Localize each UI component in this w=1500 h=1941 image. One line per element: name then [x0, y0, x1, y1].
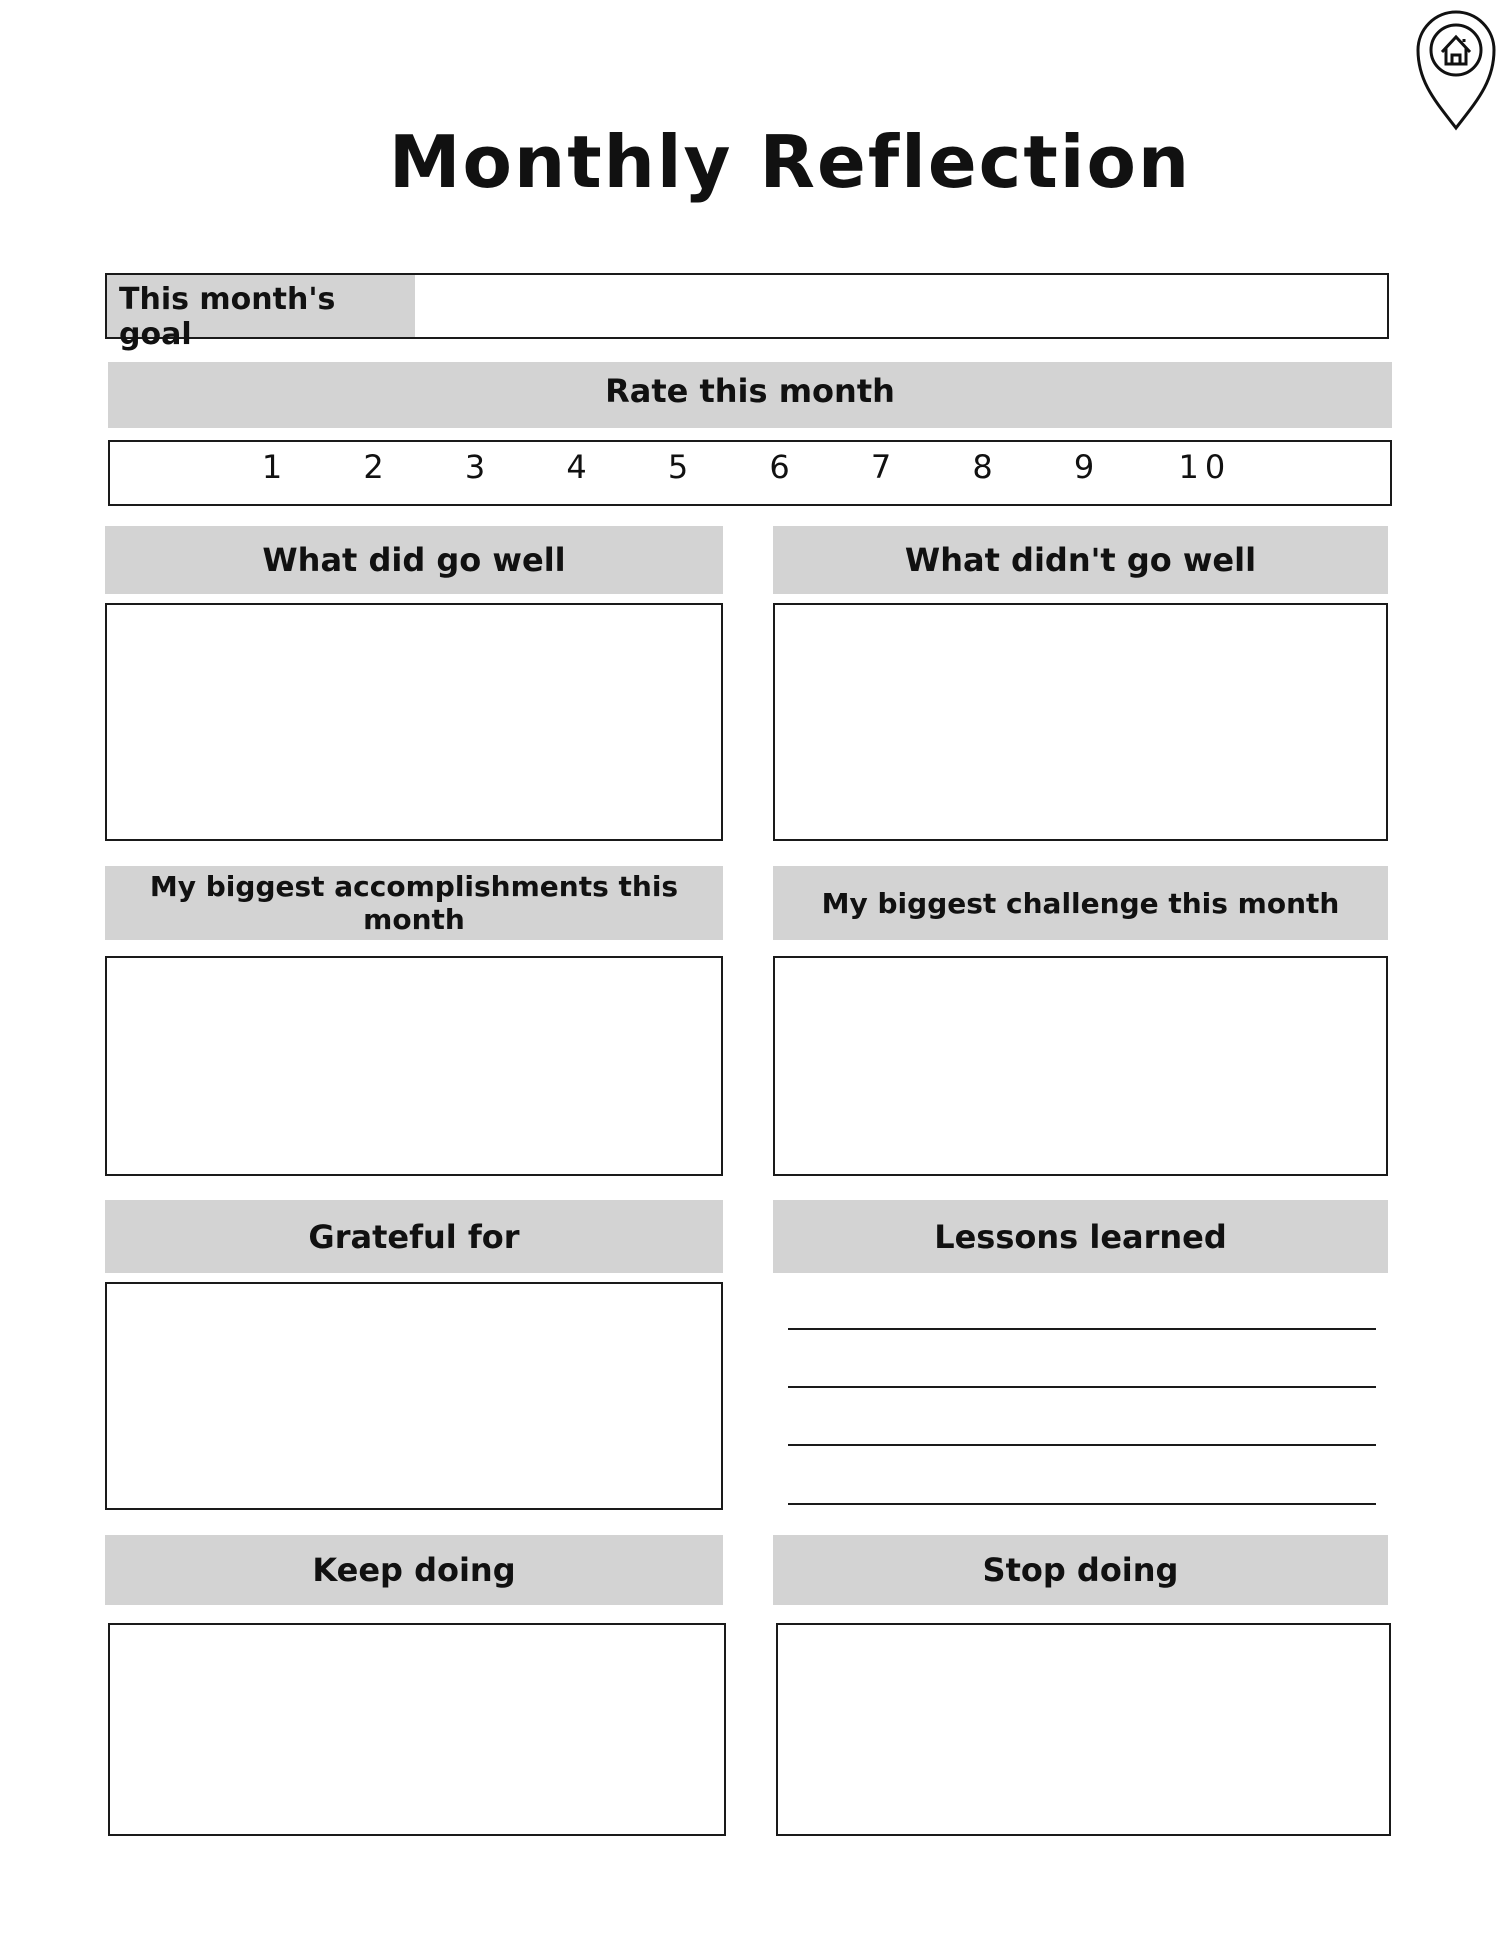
keep-doing-box[interactable]	[108, 1623, 726, 1836]
goal-label: This month's goal	[107, 275, 415, 337]
rating-option-10[interactable]: 10	[1178, 448, 1232, 486]
challenge-box[interactable]	[773, 956, 1388, 1176]
grateful-box[interactable]	[105, 1282, 723, 1510]
accomplishments-header: My biggest accomplishments this month	[105, 866, 723, 940]
didnt-go-well-header: What didn't go well	[773, 526, 1388, 594]
page-title: Monthly Reflection	[388, 120, 1192, 204]
rating-option-8[interactable]: 8	[972, 448, 999, 486]
lessons-line[interactable]	[788, 1328, 1376, 1330]
rate-month-header: Rate this month	[108, 362, 1392, 428]
lessons-line[interactable]	[788, 1386, 1376, 1388]
home-location-pin-icon	[1414, 6, 1498, 132]
keep-doing-header: Keep doing	[105, 1535, 723, 1605]
rating-option-9[interactable]: 9	[1073, 448, 1101, 486]
rating-scale[interactable]	[108, 440, 1392, 506]
rating-option-6[interactable]: 6	[769, 448, 796, 486]
didnt-go-well-box[interactable]	[773, 603, 1388, 841]
lessons-line[interactable]	[788, 1503, 1376, 1505]
went-well-box[interactable]	[105, 603, 723, 841]
accomplishments-box[interactable]	[105, 956, 723, 1176]
grateful-header: Grateful for	[105, 1200, 723, 1273]
went-well-header: What did go well	[105, 526, 723, 594]
rating-option-1[interactable]: 1	[261, 448, 289, 486]
stop-doing-box[interactable]	[776, 1623, 1391, 1836]
rating-option-7[interactable]: 7	[870, 448, 898, 486]
rating-option-3[interactable]: 3	[464, 448, 492, 486]
rating-option-2[interactable]: 2	[363, 448, 390, 486]
challenge-header: My biggest challenge this month	[773, 866, 1388, 940]
stop-doing-header: Stop doing	[773, 1535, 1388, 1605]
rating-option-5[interactable]: 5	[667, 448, 695, 486]
goal-field[interactable]	[105, 273, 1389, 352]
lessons-line[interactable]	[788, 1444, 1376, 1446]
rating-option-4[interactable]: 4	[566, 448, 593, 486]
lessons-header: Lessons learned	[773, 1200, 1388, 1273]
